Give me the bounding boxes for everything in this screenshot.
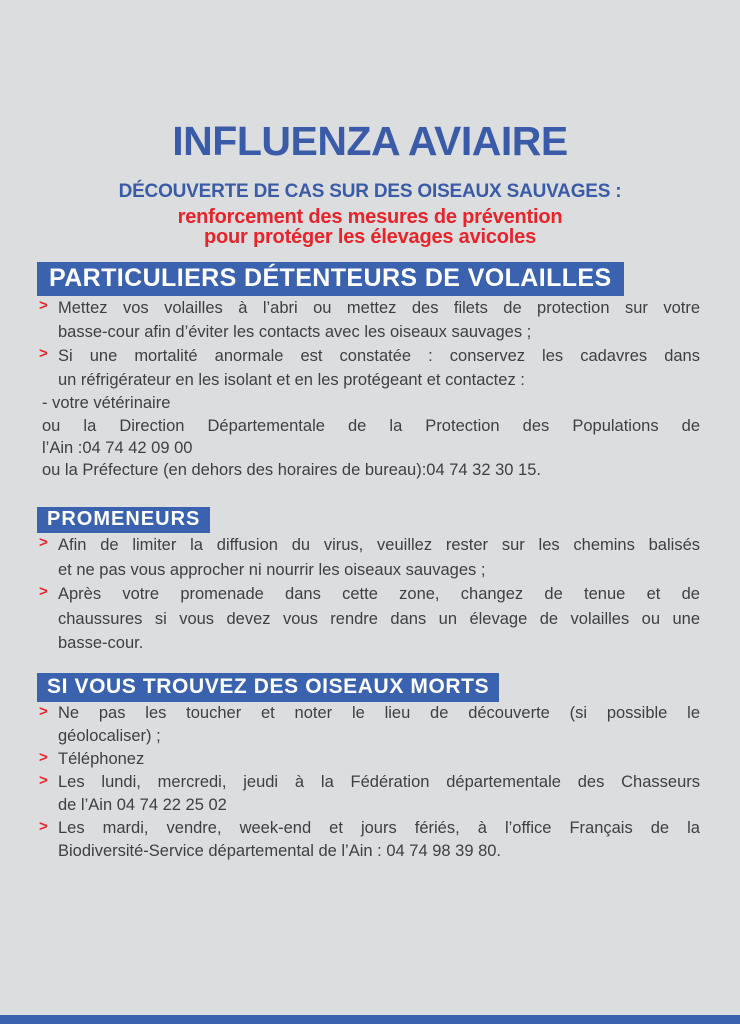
bullet-item: > Si une mortalité anormale est constatée : conservez les cadavres dans un réfrigérateur en les isolant et en les protégeant et contactez :: [39, 345, 700, 389]
poster-body: [37, 247, 700, 863]
chevron-bullet-icon: >: [39, 345, 48, 362]
subtitle-blue: DÉCOUVERTE DE CAS SUR DES OISEAUX SAUVAGES :: [118, 181, 622, 202]
chevron-bullet-icon: >: [39, 771, 48, 789]
bullet-item: > Afin de limiter la diffusion du virus, veuillez rester sur les chemins balisés et ne pas vous approcher ni nourrir les oiseaux sauvages ;: [39, 534, 700, 579]
sub-item-prefecture: ou la Préfecture (en dehors des horaires de bureau):04 74 32 30 15.: [42, 461, 541, 479]
chevron-bullet-icon: >: [39, 817, 48, 835]
bullet-item: > Après votre promenade dans cette zone, changez de tenue et de chaussures si vous devez vous rendre dans un élevage de volailles ou une basse-cour.: [39, 583, 700, 652]
sub-item-veterinaire: - votre vétérinaire: [42, 394, 171, 412]
bullet-item: > Ne pas les toucher et noter le lieu de découverte (si possible le géolocaliser) ;: [39, 702, 700, 745]
bullet-item: > Les mardi, vendre, week-end et jours fériés, à l’office Français de la Biodiversité-Service départemental de l’Ain : 04 74 98 39 80.: [39, 817, 700, 860]
chevron-bullet-icon: >: [39, 583, 48, 600]
bullet-item: > Téléphonez: [39, 748, 145, 768]
page-title: INFLUENZA AVIAIRE: [172, 118, 568, 164]
section-banner-particuliers: PARTICULIERS DÉTENTEURS DE VOLAILLES: [37, 262, 624, 296]
chevron-bullet-icon: >: [39, 534, 48, 551]
bullet-item: > Mettez vos volailles à l’abri ou mettez des filets de protection sur votre basse-cour afin d’éviter les contacts avec les oiseaux sauvages ;: [39, 297, 700, 341]
footer-bar: [0, 1015, 740, 1024]
sub-item-ddpp: ou la Direction Départementale de la Protection des Populations de l’Ain :04 74 42 09 00: [42, 417, 700, 457]
chevron-bullet-icon: >: [39, 297, 48, 314]
chevron-bullet-icon: >: [39, 702, 48, 720]
poster-header: [0, 0, 740, 247]
section-banner-oiseaux-morts: SI VOUS TROUVEZ DES OISEAUX MORTS: [37, 673, 499, 702]
section-banner-promeneurs: PROMENEURS: [37, 507, 210, 533]
bullet-item: > Les lundi, mercredi, jeudi à la Fédération départementale des Chasseurs de l’Ain 04 74 22 25 02: [39, 771, 700, 814]
subtitle-red-line1: renforcement des mesures de prévention: [177, 206, 563, 228]
subtitle-red-line2: pour protéger les élevages avicoles: [203, 226, 537, 248]
chevron-bullet-icon: >: [39, 748, 48, 766]
